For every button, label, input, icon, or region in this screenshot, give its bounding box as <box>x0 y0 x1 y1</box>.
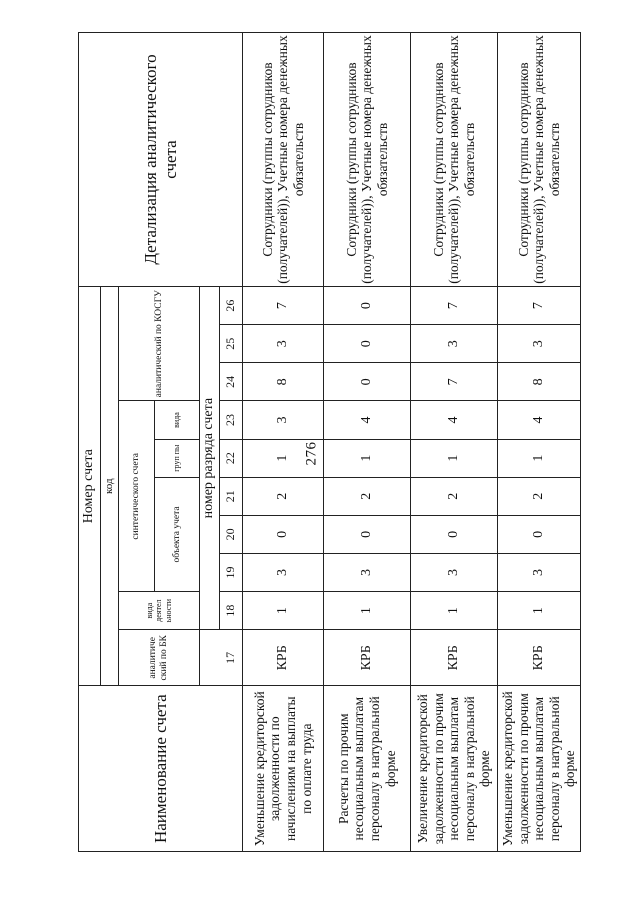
header-activity-type: вида деятел ьности <box>119 592 200 630</box>
code-cell: 1 <box>498 439 581 477</box>
code-cell: 8 <box>243 363 324 401</box>
code-cell: 3 <box>411 553 498 591</box>
header-code: код <box>101 287 119 686</box>
code-cell: 4 <box>411 401 498 439</box>
header-account-number: Номер счета <box>79 287 101 686</box>
column-number: 20 <box>220 515 243 553</box>
code-cell: КРБ <box>243 630 324 686</box>
code-cell: 1 <box>243 439 324 477</box>
column-number: 24 <box>220 363 243 401</box>
account-name-cell: Уменьшение кредиторской задолженности по прочим несоциальным выплатам персоналу в натуральной форме <box>498 686 581 852</box>
code-cell: КРБ <box>498 630 581 686</box>
detail-cell: Сотрудники (группы сотрудников (получателей)), Учетные номера денежных обязательств <box>243 33 324 287</box>
code-cell: 3 <box>498 325 581 363</box>
header-digit-number: номер разряда счета <box>200 287 220 630</box>
code-cell: 1 <box>243 592 324 630</box>
code-cell: 0 <box>498 515 581 553</box>
code-cell: 0 <box>243 515 324 553</box>
column-number: 19 <box>220 553 243 591</box>
code-cell: КРБ <box>411 630 498 686</box>
code-cell: 7 <box>498 287 581 325</box>
account-name-cell: Увеличение кредиторской задолженности по прочим несоциальным выплатам персоналу в натуральной форме <box>411 686 498 852</box>
code-cell: 4 <box>498 401 581 439</box>
table-row <box>498 33 581 852</box>
detail-cell: Сотрудники (группы сотрудников (получателей)), Учетные номера денежных обязательств <box>498 33 581 287</box>
header-analytic-bk: аналитиче ский по БК <box>119 630 200 686</box>
code-cell: 2 <box>243 477 324 515</box>
column-number: 26 <box>220 287 243 325</box>
page-number: 276 <box>303 441 320 466</box>
rotated-page-content <box>78 32 578 852</box>
code-cell: 1 <box>411 592 498 630</box>
column-number: 17 <box>220 630 243 686</box>
code-cell: 0 <box>324 287 411 325</box>
code-cell: 3 <box>243 325 324 363</box>
code-cell: 7 <box>411 363 498 401</box>
header-detail: Детализация аналитического счета <box>79 33 243 287</box>
code-cell: 7 <box>243 287 324 325</box>
code-cell: 2 <box>498 477 581 515</box>
column-number: 23 <box>220 401 243 439</box>
column-number: 22 <box>220 439 243 477</box>
header-group: груп пы <box>155 439 200 477</box>
table-row <box>324 33 411 852</box>
code-cell: 1 <box>411 439 498 477</box>
code-cell: 3 <box>243 401 324 439</box>
code-cell: 2 <box>411 477 498 515</box>
column-number: 21 <box>220 477 243 515</box>
code-cell: 7 <box>411 287 498 325</box>
code-cell: 0 <box>324 325 411 363</box>
code-cell: 0 <box>411 515 498 553</box>
code-cell: 0 <box>324 515 411 553</box>
code-cell: 0 <box>324 363 411 401</box>
account-name-cell: Уменьшение кредиторской задолженности по начислениям на выплаты по оплате труда <box>243 686 324 852</box>
code-cell: 1 <box>324 592 411 630</box>
code-cell: КРБ <box>324 630 411 686</box>
header-account-name: Наименование счета <box>79 686 243 852</box>
detail-cell: Сотрудники (группы сотрудников (получателей)), Учетные номера денежных обязательств <box>324 33 411 287</box>
column-number: 18 <box>220 592 243 630</box>
header-object: объекта учета <box>155 477 200 591</box>
code-cell: 8 <box>498 363 581 401</box>
account-name-cell: Расчеты по прочим несоциальным выплатам персоналу в натуральной форме <box>324 686 411 852</box>
column-number: 25 <box>220 325 243 363</box>
code-cell: 3 <box>411 325 498 363</box>
code-cell: 2 <box>324 477 411 515</box>
code-cell: 3 <box>243 553 324 591</box>
code-cell: 1 <box>324 439 411 477</box>
account-table <box>78 32 581 852</box>
header-analytic-kosgu: аналитический по КОСГУ <box>119 287 200 401</box>
code-cell: 1 <box>498 592 581 630</box>
header-row-1 <box>79 33 101 852</box>
table-row <box>411 33 498 852</box>
table-row <box>243 33 324 852</box>
code-cell: 3 <box>498 553 581 591</box>
code-cell: 4 <box>324 401 411 439</box>
code-cell: 3 <box>324 553 411 591</box>
header-synthetic: синтетического счета <box>119 401 155 592</box>
header-type: вида <box>155 401 200 439</box>
detail-cell: Сотрудники (группы сотрудников (получателей)), Учетные номера денежных обязательств <box>411 33 498 287</box>
